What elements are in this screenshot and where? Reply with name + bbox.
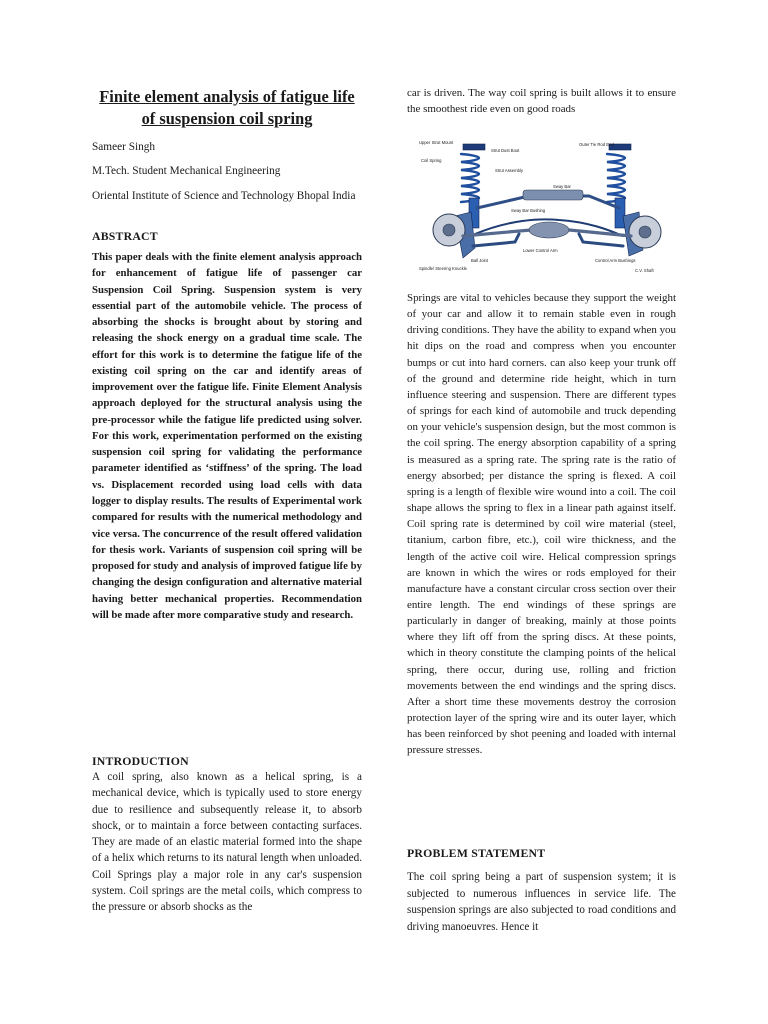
springs-paragraph: Springs are vital to vehicles because they support the weight of your car and allow it to remain stable even in rough driving conditions. They have the ability to expand when you hit dips on the road and compress when you encounter bumps or cut into hard corners. can also keep your trunk off of the ground and determine ride height, which in turn influence steering and suspension. There are different types of springs for each kind of automobile and truck depending on your vehicle's suspension design, but the most common is the coil spring. The energy absorption capability of a spring is measured as a spring rate. The spring rate is the ratio of energy absorbed; per distance the spring is flexed. A coil spring is a length of flexible wire wound into a coil. The coil shape allows the spring to flex in a linear path against itself. Coil spring rate is determined by coil wire material (steel, titanium, carbon fibre, etc.), coil wire thickness, and the length of the active coil wire. Helical compression springs are known in which the wires or rods employed for their manufacture have a constant circular cross section over their entire length. The end windings of these springs are particularly in danger of breaking, mainly at those points where they lift off from the spring discs. At these points, which in theory constitute the clamping points of the helical spring, there occur, during use, rolling and friction movements between the end windings and the spring discs. After a short time these movements destroy the corrosion protection layer of the spring wire and its outer layer, which has been reinforced by shot peening and loaded with internal pressure stresses. bbox=[407, 292, 676, 757]
label-outer-tie-rod-end: Outer Tie Rod End bbox=[579, 142, 614, 147]
label-lower-control-arm: Lower Control Arm bbox=[523, 248, 558, 253]
abstract-heading: ABSTRACT bbox=[92, 229, 158, 243]
introduction-heading: INTRODUCTION bbox=[92, 754, 189, 768]
label-sway-bar: Sway Bar bbox=[553, 184, 571, 189]
label-cv-shaft: C.V. Shaft bbox=[635, 268, 654, 273]
author-institute: Oriental Institute of Science and Technology Bhopal India bbox=[92, 190, 356, 202]
label-strut-dust-boot: Strut Dust Boot bbox=[491, 148, 520, 153]
label-coil-spring: Coil Spring bbox=[421, 158, 442, 163]
introduction-continuation: car is driven. The way coil spring is built allows it to ensure the smoothest ride even on good roads bbox=[407, 87, 676, 116]
label-strut-assembly: Strut Assembly bbox=[495, 168, 523, 173]
suspension-diagram bbox=[419, 138, 667, 274]
author-affiliation: M.Tech. Student Mechanical Engineering bbox=[92, 165, 281, 177]
label-spindle-steering-knuckle: Spindle/ Steering Knuckle bbox=[419, 266, 467, 271]
problem-statement-text: The coil spring being a part of suspension system; it is subjected to numerous influences in service life. The suspension springs are also subjected to road conditions and driving manoeuvres. Hence it bbox=[407, 871, 676, 933]
label-sway-bar-bushing: Sway Bar Bushing bbox=[511, 208, 546, 213]
abstract-text: This paper deals with the finite element analysis approach for enhancement of fatigue life of passenger car Suspension Coil Spring. Suspension system is very essential part of the automobile vehicle. The process of absorbing the shocks is brought about by storing and releasing the shock energy on a gradual time scale. The effort for this work is to determine the fatigue life of the existing coil spring on the car and identify areas of improvement over the fatigue life. Finite Element Analysis approach deployed for the structural analysis using the pre-processor while the fatigue life predicted using solver. For this work, experimentation performed on the existing suspension coil spring for validating the performance parameter identified as ‘stiffness’ of the spring. The load vs. Displacement recorded using load cells with data logger to display results. The results of Experimental work compared for results with the numerical methodology and vice versa. The concurrence of the result offered validation for thesis work. Variants of suspension coil spring will be proposed for study and analysis of improved fatigue life by changing the design configuration and alternative material having better mechanical properties. Recommendation will be made after more comparative study and research. bbox=[92, 251, 362, 621]
introduction-text: A coil spring, also known as a helical spring, is a mechanical device, which is typically used to store energy due to resilience and subsequently release it, to absorb shock, or to maintain a force between contacting surfaces. They are made of an elastic material formed into the shape of a helix which returns to its natural length when unloaded. Coil Springs play a major role in any car's suspension system. Coil springs are the metal coils, which compress to the pressure or absorb shocks as the bbox=[92, 771, 362, 914]
label-ball-joint: Ball Joint bbox=[471, 258, 488, 263]
label-upper-strut-mount: Upper Strut Mount bbox=[419, 140, 454, 145]
problem-statement-heading: PROBLEM STATEMENT bbox=[407, 846, 546, 860]
author-name: Sameer Singh bbox=[92, 141, 156, 153]
label-control-arm-bushings: Control Arm Bushings bbox=[595, 258, 636, 263]
paper-title: Finite element analysis of fatigue life of suspension coil spring bbox=[99, 87, 355, 128]
